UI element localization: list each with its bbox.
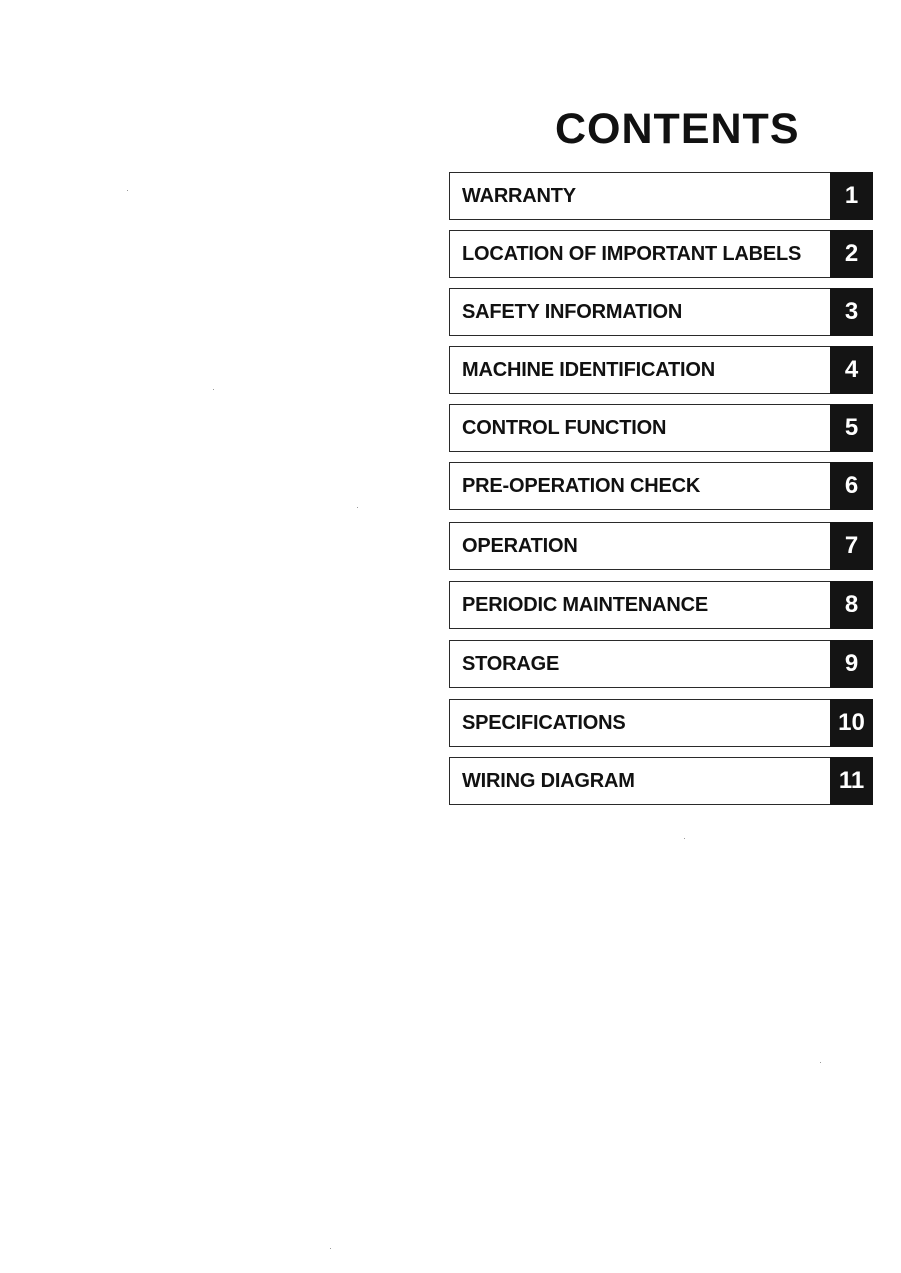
scan-speck [127,190,128,191]
toc-entry-operation[interactable] [449,522,873,570]
toc-entry-wiring-diagram[interactable] [449,757,873,805]
toc-entry-location-of-important-labels[interactable] [449,230,873,278]
scan-speck [213,389,214,390]
section-tab-number[interactable]: 10 [830,699,873,747]
section-tab-number[interactable]: 1 [830,172,873,220]
toc-entry-label: PERIODIC MAINTENANCE [462,594,709,616]
toc-entry-machine-identification[interactable] [449,346,873,394]
section-tab-number[interactable]: 9 [830,640,873,688]
scan-speck [820,1062,821,1063]
section-tab-number[interactable]: 2 [830,230,873,278]
toc-entry-label: OPERATION [462,535,578,557]
scan-speck [357,507,358,508]
toc-entry-label: SAFETY INFORMATION [462,301,683,323]
section-tab-number[interactable]: 11 [830,757,873,805]
page-title: CONTENTS [555,105,800,153]
toc-entry-label: MACHINE IDENTIFICATION [462,359,715,381]
table-of-contents [449,172,873,815]
toc-entry-storage[interactable] [449,640,873,688]
toc-entry-label: STORAGE [462,653,560,675]
section-tab-number[interactable]: 3 [830,288,873,336]
toc-entry-label: WARRANTY [462,185,576,207]
toc-entry-warranty[interactable] [449,172,873,220]
toc-entry-pre-operation-check[interactable] [449,462,873,510]
toc-entry-label: CONTROL FUNCTION [462,417,667,439]
toc-entry-periodic-maintenance[interactable] [449,581,873,629]
section-tab-number[interactable]: 6 [830,462,873,510]
section-tab-number[interactable]: 8 [830,581,873,629]
toc-entry-label: PRE-OPERATION CHECK [462,475,701,497]
toc-entry-label: WIRING DIAGRAM [462,770,635,792]
scan-speck [330,1248,331,1249]
toc-entry-safety-information[interactable] [449,288,873,336]
toc-entry-label: LOCATION OF IMPORTANT LABELS [462,243,802,265]
section-tab-number[interactable]: 7 [830,522,873,570]
toc-entry-specifications[interactable] [449,699,873,747]
scan-speck [684,838,685,839]
section-tab-number[interactable]: 4 [830,346,873,394]
toc-entry-label: SPECIFICATIONS [462,712,626,734]
section-tab-number[interactable]: 5 [830,404,873,452]
toc-entry-control-function[interactable] [449,404,873,452]
